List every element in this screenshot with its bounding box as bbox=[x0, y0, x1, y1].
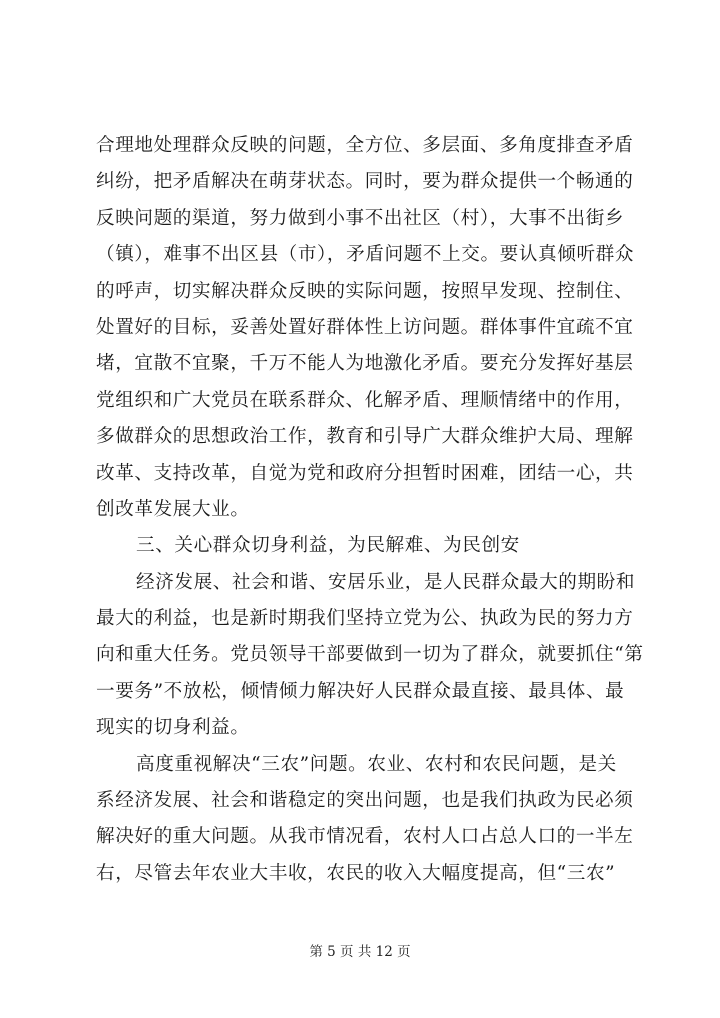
text-line: 处置好的目标，妥善处置好群体性上访问题。群体事件宜疏不宜 bbox=[96, 316, 634, 338]
text-line: 系经济发展、社会和谐稳定的突出问题，也是我们执政为民必须 bbox=[96, 790, 634, 812]
text-line: 改革、支持改革，自觉为党和政府分担暂时困难，团结一心，共 bbox=[96, 462, 634, 484]
text-line: 创改革发展大业。 bbox=[96, 498, 250, 520]
text-line: 最大的利益，也是新时期我们坚持立党为公、执政为民的努力方 bbox=[96, 608, 634, 630]
page-footer: 第 5 页 共 12 页 bbox=[309, 944, 411, 960]
text-line: 党组织和广大党员在联系群众、化解矛盾、理顺情绪中的作用， bbox=[96, 389, 634, 411]
body-text bbox=[96, 128, 656, 892]
text-line: 堵，宜散不宜聚，千万不能人为地激化矛盾。要充分发挥好基层 bbox=[96, 353, 634, 375]
text-line: 一要务”不放松，倾情倾力解决好人民群众最直接、最具体、最 bbox=[96, 680, 625, 702]
text-line: 合理地处理群众反映的问题，全方位、多层面、多角度排查矛盾 bbox=[96, 135, 634, 156]
text-line: 现实的切身利益。 bbox=[96, 717, 250, 739]
text-line: 向和重大任务。党员领导干部要做到一切为了群众，就要抓住“第 bbox=[96, 644, 644, 666]
text-line: 高度重视解决“三农”问题。农业、农村和农民问题，是关 bbox=[136, 753, 617, 775]
text-line: 的呼声，切实解决群众反映的实际问题，按照早发现、控制住、 bbox=[96, 280, 634, 302]
text-line: （镇），难事不出区县（市），矛盾问题不上交。要认真倾听群众 bbox=[96, 244, 635, 266]
text-line: 纠纷，把矛盾解决在萌芽状态。同时，要为群众提供一个畅通的 bbox=[96, 171, 634, 193]
text-line: 多做群众的思想政治工作，教育和引导广大群众维护大局、理解 bbox=[96, 426, 634, 448]
section-heading: 三、关心群众切身利益，为民解难、为民创安 bbox=[136, 535, 520, 557]
text-line: 反映问题的渠道，努力做到小事不出社区（村），大事不出街乡 bbox=[96, 207, 625, 229]
text-line: 右，尽管去年农业大丰收，农民的收入大幅度提高，但“三农” bbox=[96, 862, 616, 884]
text-line: 经济发展、社会和谐、安居乐业，是人民群众最大的期盼和 bbox=[136, 571, 636, 593]
text-line: 解决好的重大问题。从我市情况看，农村人口占总人口的一半左 bbox=[96, 826, 634, 848]
